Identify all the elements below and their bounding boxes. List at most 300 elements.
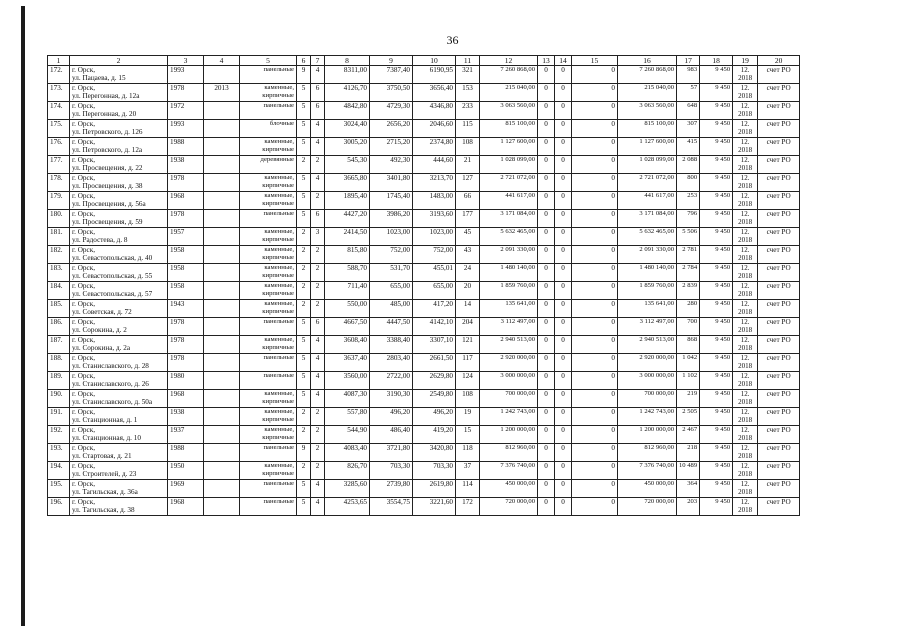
- cell-lim: 9 450: [700, 174, 733, 192]
- cell-e: 4: [311, 498, 325, 516]
- cell-mat: панельные: [240, 318, 297, 336]
- cell-z2: 0: [555, 426, 572, 444]
- cell-z3: 0: [572, 210, 618, 228]
- cell-z2: 0: [555, 498, 572, 516]
- cell-src: счет РО: [758, 498, 800, 516]
- cell-no: 172.: [48, 66, 70, 84]
- cell-per: 12. 2018: [733, 426, 758, 444]
- cell-z2: 0: [555, 390, 572, 408]
- cell-a3: 752,00: [413, 246, 456, 264]
- cell-addr: г. Орск, ул. Севастопольская, д. 55: [70, 264, 168, 282]
- cell-year: 1980: [168, 372, 204, 390]
- cell-no: 181.: [48, 228, 70, 246]
- cell-mat: деревянные: [240, 156, 297, 174]
- cell-z2: 0: [555, 246, 572, 264]
- cell-addr: г. Орск, ул. Тагильская, д. 36а: [70, 480, 168, 498]
- column-header: 14: [555, 56, 572, 66]
- cell-a3: 3213,70: [413, 174, 456, 192]
- cell-src: счет РО: [758, 84, 800, 102]
- cell-no: 191.: [48, 408, 70, 426]
- cell-a2: 3750,50: [370, 84, 413, 102]
- cell-tot: 1 859 760,00: [618, 282, 677, 300]
- cell-cost: 2 920 000,00: [480, 354, 538, 372]
- cell-year: 1969: [168, 480, 204, 498]
- table-row: [48, 102, 800, 120]
- cell-mat: панельные: [240, 480, 297, 498]
- cell-a3: 2661,50: [413, 354, 456, 372]
- cell-e: 4: [311, 174, 325, 192]
- cell-year2: [204, 498, 240, 516]
- cell-cost: 135 641,00: [480, 300, 538, 318]
- cell-year: 1978: [168, 318, 204, 336]
- cell-z1: 0: [538, 480, 555, 498]
- cell-a2: 485,00: [370, 300, 413, 318]
- table-row: [48, 228, 800, 246]
- cell-per: 12. 2018: [733, 228, 758, 246]
- cell-a3: 2619,80: [413, 480, 456, 498]
- cell-a2: 3554,75: [370, 498, 413, 516]
- cell-lim: 9 450: [700, 336, 733, 354]
- cell-addr: г. Орск, ул. Петровского, д. 12а: [70, 138, 168, 156]
- table-row: [48, 426, 800, 444]
- cell-a3: 3656,40: [413, 84, 456, 102]
- cell-cost: 1 028 099,00: [480, 156, 538, 174]
- cell-p: 45: [456, 228, 480, 246]
- cell-tot: 135 641,00: [618, 300, 677, 318]
- cell-src: счет РО: [758, 300, 800, 318]
- cell-year: 1938: [168, 156, 204, 174]
- cell-a3: 3420,80: [413, 444, 456, 462]
- cell-cost: 7 376 740,00: [480, 462, 538, 480]
- cell-tot: 812 960,00: [618, 444, 677, 462]
- cell-a2: 3401,80: [370, 174, 413, 192]
- cell-addr: г. Орск, ул. Строителей, д. 23: [70, 462, 168, 480]
- cell-a3: 444,60: [413, 156, 456, 174]
- cell-tot: 1 200 000,00: [618, 426, 677, 444]
- cell-cost: 2 091 330,00: [480, 246, 538, 264]
- table-row: [48, 336, 800, 354]
- cell-z2: 0: [555, 120, 572, 138]
- cell-year: 1978: [168, 84, 204, 102]
- cell-z3: 0: [572, 318, 618, 336]
- cell-z3: 0: [572, 84, 618, 102]
- cell-src: счет РО: [758, 120, 800, 138]
- cell-cost: 720 000,00: [480, 498, 538, 516]
- cell-year2: [204, 264, 240, 282]
- cell-year: 1958: [168, 282, 204, 300]
- cell-year2: [204, 120, 240, 138]
- cell-a2: 2739,80: [370, 480, 413, 498]
- binder-edge: [21, 6, 25, 626]
- cell-p: 108: [456, 390, 480, 408]
- cell-year: 1978: [168, 354, 204, 372]
- cell-addr: г. Орск, ул. Станиславского, д. 50а: [70, 390, 168, 408]
- cell-addr: г. Орск, ул. Просвещения, д. 22: [70, 156, 168, 174]
- cell-a2: 4447,50: [370, 318, 413, 336]
- cell-year: 1993: [168, 66, 204, 84]
- cell-f: 2: [297, 156, 311, 174]
- column-header: 3: [168, 56, 204, 66]
- cell-no: 182.: [48, 246, 70, 264]
- cell-lim: 9 450: [700, 264, 733, 282]
- cell-z1: 0: [538, 264, 555, 282]
- cell-cost: 2 940 513,00: [480, 336, 538, 354]
- cell-mat: каменные, кирпичные: [240, 84, 297, 102]
- cell-spec: 253: [677, 192, 700, 210]
- cell-year: 1993: [168, 120, 204, 138]
- cell-a2: 492,30: [370, 156, 413, 174]
- cell-cost: 1 200 000,00: [480, 426, 538, 444]
- cell-p: 43: [456, 246, 480, 264]
- cell-year2: 2013: [204, 84, 240, 102]
- cell-p: 204: [456, 318, 480, 336]
- table-row: [48, 354, 800, 372]
- table-row: [48, 462, 800, 480]
- cell-z2: 0: [555, 372, 572, 390]
- cell-z2: 0: [555, 138, 572, 156]
- cell-z3: 0: [572, 498, 618, 516]
- cell-per: 12. 2018: [733, 354, 758, 372]
- cell-no: 195.: [48, 480, 70, 498]
- cell-spec: 218: [677, 444, 700, 462]
- cell-src: счет РО: [758, 174, 800, 192]
- cell-mat: каменные, кирпичные: [240, 264, 297, 282]
- cell-addr: г. Орск, ул. Петровского, д. 126: [70, 120, 168, 138]
- cell-lim: 9 450: [700, 66, 733, 84]
- cell-src: счет РО: [758, 354, 800, 372]
- cell-a1: 2414,50: [325, 228, 370, 246]
- cell-a2: 2715,20: [370, 138, 413, 156]
- cell-mat: блочные: [240, 120, 297, 138]
- cell-e: 4: [311, 372, 325, 390]
- cell-year2: [204, 480, 240, 498]
- cell-cost: 700 000,00: [480, 390, 538, 408]
- cell-f: 5: [297, 354, 311, 372]
- cell-a1: 588,70: [325, 264, 370, 282]
- cell-z2: 0: [555, 408, 572, 426]
- cell-a3: 703,30: [413, 462, 456, 480]
- cell-spec: 307: [677, 120, 700, 138]
- cell-per: 12. 2018: [733, 156, 758, 174]
- cell-mat: каменные, кирпичные: [240, 228, 297, 246]
- cell-spec: 1 042: [677, 354, 700, 372]
- cell-addr: г. Орск, ул. Сорокина, д. 2: [70, 318, 168, 336]
- cell-a2: 2803,40: [370, 354, 413, 372]
- cell-tot: 441 617,00: [618, 192, 677, 210]
- page-number: 36: [446, 33, 459, 47]
- cell-a1: 3024,40: [325, 120, 370, 138]
- cell-cost: 215 040,00: [480, 84, 538, 102]
- cell-a1: 3665,80: [325, 174, 370, 192]
- cell-spec: 2 467: [677, 426, 700, 444]
- table-row: [48, 138, 800, 156]
- cell-per: 12. 2018: [733, 390, 758, 408]
- cell-a2: 3721,80: [370, 444, 413, 462]
- cell-spec: 983: [677, 66, 700, 84]
- cell-tot: 5 632 465,00: [618, 228, 677, 246]
- cell-tot: 3 171 084,00: [618, 210, 677, 228]
- cell-spec: 57: [677, 84, 700, 102]
- cell-p: 233: [456, 102, 480, 120]
- cell-year2: [204, 444, 240, 462]
- cell-year: 1943: [168, 300, 204, 318]
- cell-a3: 417,20: [413, 300, 456, 318]
- cell-z3: 0: [572, 390, 618, 408]
- cell-src: счет РО: [758, 462, 800, 480]
- cell-spec: 1 102: [677, 372, 700, 390]
- cell-addr: г. Орск, ул. Просвещения, д. 38: [70, 174, 168, 192]
- cell-per: 12. 2018: [733, 480, 758, 498]
- cell-lim: 9 450: [700, 462, 733, 480]
- cell-tot: 2 940 513,00: [618, 336, 677, 354]
- cell-lim: 9 450: [700, 84, 733, 102]
- cell-f: 5: [297, 210, 311, 228]
- cell-a2: 486,40: [370, 426, 413, 444]
- cell-src: счет РО: [758, 264, 800, 282]
- cell-year2: [204, 246, 240, 264]
- cell-per: 12. 2018: [733, 66, 758, 84]
- cell-z3: 0: [572, 336, 618, 354]
- cell-lim: 9 450: [700, 372, 733, 390]
- cell-a1: 3637,40: [325, 354, 370, 372]
- cell-z3: 0: [572, 462, 618, 480]
- cell-z1: 0: [538, 156, 555, 174]
- cell-a2: 752,00: [370, 246, 413, 264]
- cell-tot: 2 721 072,00: [618, 174, 677, 192]
- cell-mat: панельные: [240, 444, 297, 462]
- cell-p: 20: [456, 282, 480, 300]
- column-header: 6: [297, 56, 311, 66]
- cell-e: 2: [311, 444, 325, 462]
- cell-mat: каменные, кирпичные: [240, 336, 297, 354]
- cell-no: 184.: [48, 282, 70, 300]
- cell-tot: 3 000 000,00: [618, 372, 677, 390]
- cell-a1: 8311,00: [325, 66, 370, 84]
- cell-z2: 0: [555, 318, 572, 336]
- cell-a2: 2656,20: [370, 120, 413, 138]
- cell-f: 5: [297, 174, 311, 192]
- cell-a1: 4427,20: [325, 210, 370, 228]
- table-row: [48, 318, 800, 336]
- table-row: [48, 282, 800, 300]
- cell-cost: 3 171 084,00: [480, 210, 538, 228]
- cell-src: счет РО: [758, 282, 800, 300]
- cell-p: 19: [456, 408, 480, 426]
- cell-f: 5: [297, 102, 311, 120]
- cell-year2: [204, 390, 240, 408]
- cell-lim: 9 450: [700, 300, 733, 318]
- cell-lim: 9 450: [700, 408, 733, 426]
- cell-z3: 0: [572, 228, 618, 246]
- cell-no: 177.: [48, 156, 70, 174]
- cell-tot: 215 040,00: [618, 84, 677, 102]
- cell-src: счет РО: [758, 336, 800, 354]
- cell-spec: 203: [677, 498, 700, 516]
- cell-year2: [204, 228, 240, 246]
- cell-addr: г. Орск, ул. Тагильская, д. 38: [70, 498, 168, 516]
- cell-a3: 2046,60: [413, 120, 456, 138]
- cell-year2: [204, 408, 240, 426]
- cell-spec: 800: [677, 174, 700, 192]
- cell-year2: [204, 174, 240, 192]
- cell-mat: каменные, кирпичные: [240, 138, 297, 156]
- cell-z1: 0: [538, 372, 555, 390]
- cell-cost: 3 000 000,00: [480, 372, 538, 390]
- cell-a3: 2374,80: [413, 138, 456, 156]
- cell-spec: 415: [677, 138, 700, 156]
- cell-p: 117: [456, 354, 480, 372]
- cell-a3: 2549,80: [413, 390, 456, 408]
- cell-src: счет РО: [758, 246, 800, 264]
- cell-year2: [204, 192, 240, 210]
- cell-a2: 4729,30: [370, 102, 413, 120]
- cell-per: 12. 2018: [733, 462, 758, 480]
- table-row: [48, 192, 800, 210]
- cell-src: счет РО: [758, 192, 800, 210]
- cell-cost: 5 632 465,00: [480, 228, 538, 246]
- cell-mat: панельные: [240, 66, 297, 84]
- cell-per: 12. 2018: [733, 84, 758, 102]
- cell-src: счет РО: [758, 102, 800, 120]
- cell-e: 3: [311, 228, 325, 246]
- cell-z3: 0: [572, 300, 618, 318]
- cell-per: 12. 2018: [733, 210, 758, 228]
- cell-per: 12. 2018: [733, 138, 758, 156]
- cell-lim: 9 450: [700, 192, 733, 210]
- cell-a2: 496,20: [370, 408, 413, 426]
- cell-z2: 0: [555, 174, 572, 192]
- cell-per: 12. 2018: [733, 174, 758, 192]
- table-row: [48, 390, 800, 408]
- cell-mat: каменные, кирпичные: [240, 246, 297, 264]
- cell-z2: 0: [555, 228, 572, 246]
- cell-f: 2: [297, 246, 311, 264]
- cell-no: 186.: [48, 318, 70, 336]
- cell-year2: [204, 210, 240, 228]
- cell-year: 1958: [168, 246, 204, 264]
- cell-year: 1968: [168, 498, 204, 516]
- cell-year2: [204, 66, 240, 84]
- cell-a2: 3388,40: [370, 336, 413, 354]
- cell-year2: [204, 354, 240, 372]
- cell-z2: 0: [555, 192, 572, 210]
- cell-p: 118: [456, 444, 480, 462]
- cell-year: 1988: [168, 138, 204, 156]
- cell-tot: 7 260 868,00: [618, 66, 677, 84]
- cell-a3: 4142,10: [413, 318, 456, 336]
- cell-a2: 531,70: [370, 264, 413, 282]
- column-header: 7: [311, 56, 325, 66]
- column-header: 13: [538, 56, 555, 66]
- column-header: 9: [370, 56, 413, 66]
- cell-per: 12. 2018: [733, 102, 758, 120]
- cell-z2: 0: [555, 84, 572, 102]
- cell-z1: 0: [538, 444, 555, 462]
- cell-cost: 450 000,00: [480, 480, 538, 498]
- cell-spec: 5 506: [677, 228, 700, 246]
- cell-cost: 2 721 072,00: [480, 174, 538, 192]
- cell-a2: 655,00: [370, 282, 413, 300]
- cell-f: 5: [297, 138, 311, 156]
- cell-z3: 0: [572, 102, 618, 120]
- table-body: [48, 66, 800, 516]
- cell-z1: 0: [538, 426, 555, 444]
- cell-cost: 7 260 868,00: [480, 66, 538, 84]
- column-header: 5: [240, 56, 297, 66]
- cell-year: 1988: [168, 444, 204, 462]
- cell-f: 9: [297, 66, 311, 84]
- cell-z1: 0: [538, 462, 555, 480]
- cell-z3: 0: [572, 444, 618, 462]
- cell-lim: 9 450: [700, 318, 733, 336]
- cell-lim: 9 450: [700, 282, 733, 300]
- table-row: [48, 210, 800, 228]
- cell-z2: 0: [555, 102, 572, 120]
- cell-e: 4: [311, 336, 325, 354]
- cell-z3: 0: [572, 246, 618, 264]
- cell-a1: 3608,40: [325, 336, 370, 354]
- cell-z1: 0: [538, 318, 555, 336]
- column-header: 20: [758, 56, 800, 66]
- cell-a1: 711,40: [325, 282, 370, 300]
- cell-addr: г. Орск, ул. Советская, д. 72: [70, 300, 168, 318]
- cell-no: 192.: [48, 426, 70, 444]
- cell-addr: г. Орск, ул. Просвещения, д. 56а: [70, 192, 168, 210]
- cell-p: 24: [456, 264, 480, 282]
- cell-e: 6: [311, 84, 325, 102]
- cell-a2: 703,30: [370, 462, 413, 480]
- cell-spec: 364: [677, 480, 700, 498]
- table-row: [48, 264, 800, 282]
- cell-a3: 655,00: [413, 282, 456, 300]
- cell-lim: 9 450: [700, 246, 733, 264]
- cell-tot: 3 112 497,00: [618, 318, 677, 336]
- cell-e: 2: [311, 426, 325, 444]
- column-header: 19: [733, 56, 758, 66]
- cell-src: счет РО: [758, 408, 800, 426]
- cell-year2: [204, 462, 240, 480]
- cell-f: 2: [297, 462, 311, 480]
- cell-per: 12. 2018: [733, 246, 758, 264]
- cell-f: 5: [297, 480, 311, 498]
- cell-p: 172: [456, 498, 480, 516]
- table-row: [48, 498, 800, 516]
- cell-z3: 0: [572, 174, 618, 192]
- cell-p: 124: [456, 372, 480, 390]
- cell-z2: 0: [555, 462, 572, 480]
- cell-mat: каменные, кирпичные: [240, 390, 297, 408]
- cell-addr: г. Орск, ул. Станиславского, д. 26: [70, 372, 168, 390]
- cell-year2: [204, 318, 240, 336]
- cell-tot: 1 480 140,00: [618, 264, 677, 282]
- cell-a3: 4346,80: [413, 102, 456, 120]
- cell-e: 4: [311, 480, 325, 498]
- column-header: 15: [572, 56, 618, 66]
- column-header: 12: [480, 56, 538, 66]
- cell-lim: 9 450: [700, 156, 733, 174]
- cell-per: 12. 2018: [733, 300, 758, 318]
- cell-spec: 700: [677, 318, 700, 336]
- cell-year: 1937: [168, 426, 204, 444]
- cell-z1: 0: [538, 336, 555, 354]
- column-header: 4: [204, 56, 240, 66]
- cell-per: 12. 2018: [733, 408, 758, 426]
- cell-year: 1978: [168, 336, 204, 354]
- cell-f: 5: [297, 318, 311, 336]
- cell-a3: 3221,60: [413, 498, 456, 516]
- cell-f: 5: [297, 192, 311, 210]
- cell-mat: каменные, кирпичные: [240, 174, 297, 192]
